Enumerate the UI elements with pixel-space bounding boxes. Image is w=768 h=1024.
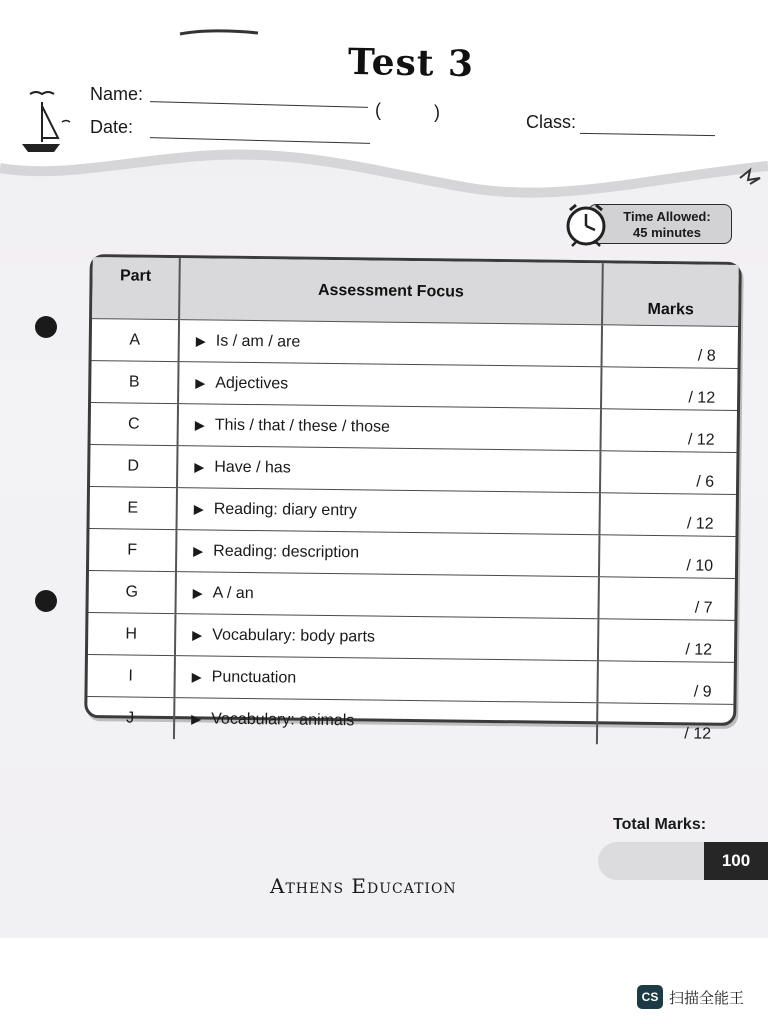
arrow-bullet-icon: ▶ (193, 542, 204, 558)
class-label: Class: (526, 112, 577, 132)
focus-header: Assessment Focus (179, 258, 603, 325)
table-header-row (92, 257, 739, 326)
row-marks: / 12 (601, 367, 738, 411)
table-row (87, 697, 733, 746)
row-marks: / 9 (597, 661, 734, 705)
row-part: F (89, 529, 177, 572)
arrow-bullet-icon: ▶ (192, 626, 203, 642)
publisher-name: Athens Education (270, 874, 457, 898)
arrow-bullet-icon: ▶ (195, 374, 206, 390)
row-focus (174, 656, 597, 703)
row-focus (176, 488, 599, 535)
scanner-app-name: 扫描全能王 (669, 989, 745, 1007)
time-allowed-badge (562, 200, 734, 248)
row-focus (174, 698, 597, 745)
row-marks: / 8 (602, 325, 739, 369)
row-part: I (87, 655, 175, 698)
row-part: B (91, 361, 179, 404)
name-label: Name: (90, 84, 144, 104)
assessment-table (84, 254, 742, 743)
total-marks-value: 100 (704, 842, 768, 880)
row-marks: / 6 (600, 451, 737, 495)
row-focus (177, 446, 600, 493)
arrow-bullet-icon: ▶ (191, 710, 202, 726)
row-marks: / 12 (599, 493, 736, 537)
time-allowed-value: 45 minutes (633, 225, 701, 240)
sailboat-icon (10, 82, 80, 154)
row-focus-text: Reading: description (213, 542, 360, 561)
row-focus-text: Is / am / are (215, 332, 301, 351)
total-marks-label: Total Marks: (613, 816, 707, 833)
row-focus-text: A / an (212, 584, 254, 602)
time-allowed-label: Time Allowed: (623, 209, 711, 224)
row-focus-text: Reading: diary entry (213, 500, 358, 519)
marks-header: Marks (602, 263, 739, 326)
camscanner-logo-icon: CS (637, 985, 663, 1009)
row-focus (179, 320, 602, 367)
arrow-bullet-icon: ▶ (195, 332, 206, 348)
page-title: Test 3 (347, 40, 475, 86)
row-focus-text: Vocabulary: body parts (212, 626, 376, 646)
row-marks: / 12 (684, 725, 712, 743)
binder-hole (35, 316, 57, 338)
row-focus (176, 530, 599, 577)
name-paren-close: ) (434, 102, 440, 122)
arrow-bullet-icon: ▶ (193, 500, 204, 516)
row-focus (175, 572, 598, 619)
row-focus-text: This / that / these / those (214, 416, 391, 436)
row-part: E (90, 487, 178, 530)
row-marks: / 10 (599, 535, 736, 579)
row-part: D (90, 445, 178, 488)
arrow-bullet-icon: ▶ (194, 416, 205, 432)
row-part: H (88, 613, 176, 656)
date-label: Date: (90, 117, 134, 137)
part-header: Part (92, 257, 180, 320)
row-focus-text: Vocabulary: animals (211, 710, 355, 729)
row-focus (178, 362, 601, 409)
row-focus (178, 404, 601, 451)
arrow-bullet-icon: ▶ (194, 458, 205, 474)
binder-hole (35, 590, 57, 612)
row-part: C (91, 403, 179, 446)
row-part: A (92, 319, 180, 362)
row-marks: / 12 (598, 619, 735, 663)
row-marks: / 7 (598, 577, 735, 621)
row-focus (175, 614, 598, 661)
name-paren-open: ( (375, 100, 381, 120)
row-part: J (87, 697, 175, 740)
scanner-watermark (637, 984, 744, 1010)
arrow-bullet-icon: ▶ (191, 668, 202, 684)
alarm-clock-icon (562, 200, 610, 248)
row-part: G (88, 571, 176, 614)
total-marks-field[interactable] (598, 842, 710, 880)
row-marks: / 12 (600, 409, 737, 453)
row-focus-text: Have / has (214, 458, 291, 477)
row-focus-text: Punctuation (211, 668, 297, 687)
arrow-bullet-icon: ▶ (192, 584, 203, 600)
row-focus-text: Adjectives (215, 374, 289, 392)
